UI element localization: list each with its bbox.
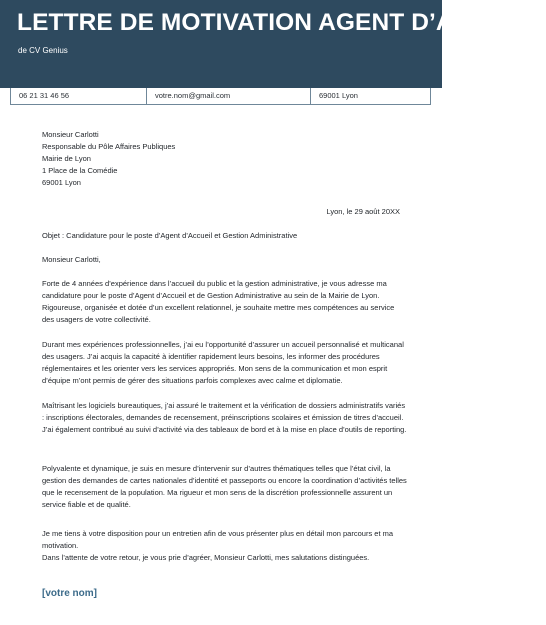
recipient-line: Mairie de Lyon <box>42 154 91 163</box>
recipient-line: Responsable du Pôle Affaires Publiques <box>42 142 176 151</box>
paragraph-skills: Maîtrisant les logiciels bureautiques, j’ai assuré le traitement et la vérification de dossiers administratifs variés : inscriptions électorales, demandes de recensement, préinscriptions scolaires et émission de titres d’accueil. J’ai également contribué au suivi d’activité via des tableaux de bord et à la mise en place d’outils de reporting. <box>42 401 407 434</box>
paragraph-versatility: Polyvalente et dynamique, je suis en mesure d’intervenir sur d’autres thématiques telles que l’état civil, la gestion des demandes de cartes nationales d’identité et passeports ou encore la coordination d’activités telles que le recensement de la population. Ma rigueur et mon sens de la discrétion professionnelle assurent un service fiable et de qualité. <box>42 464 407 509</box>
recipient-line: 1 Place de la Comédie <box>42 166 118 175</box>
document-title: LETTRE DE MOTIVATION AGENT D’ACCUEIL <box>17 9 546 36</box>
letter-greeting: Monsieur Carlotti, <box>42 255 101 264</box>
recipient-block <box>42 129 175 189</box>
paragraph-closing: Je me tiens à votre disposition pour un entretien afin de vous présenter plus en détail mon parcours et ma motivation. Dans l’attente de votre retour, je vous prie d’agréer, Monsieur Carlotti, mes salutations distinguées. <box>42 529 394 562</box>
contact-bar <box>10 88 431 105</box>
paragraph-intro: Forte de 4 années d’expérience dans l’accueil du public et la gestion administrative, je vous adresse ma candidature pour le poste d’Agent d’Accueil et de Gestion Administrative au sein de la Mairie de Lyon. Rigoureuse, organisée et dotée d’un excellent relationnel, je souhaite mettre mes compétences au service des usagers de votre collectivité. <box>42 279 395 324</box>
document-subtitle: de CV Genius <box>18 46 68 55</box>
signature: [votre nom] <box>42 588 97 599</box>
recipient-line: Monsieur Carlotti <box>42 130 99 139</box>
contact-phone: 06 21 31 46 56 <box>11 88 147 104</box>
recipient-line: 69001 Lyon <box>42 178 81 187</box>
header-banner <box>0 0 546 88</box>
letter-date: Lyon, le 29 août 20XX <box>326 207 400 216</box>
paragraph-experience: Durant mes expériences professionnelles, j’ai eu l’opportunité d’assurer un accueil personnalisé et multicanal des usagers. J’ai acquis la capacité à identifier rapidement leurs besoins, les informer des procédures réglementaires et les orienter vers les services appropriés. Mon sens de la communication et mon esprit d’équipe m’ont permis de gérer des situations parfois complexes avec calme et diplomatie. <box>42 340 404 385</box>
contact-city: 69001 Lyon <box>319 91 358 100</box>
letter-object: Objet : Candidature pour le poste d’Agent d’Accueil et Gestion Administrative <box>42 231 298 240</box>
contact-email: votre.nom@gmail.com <box>147 88 311 104</box>
